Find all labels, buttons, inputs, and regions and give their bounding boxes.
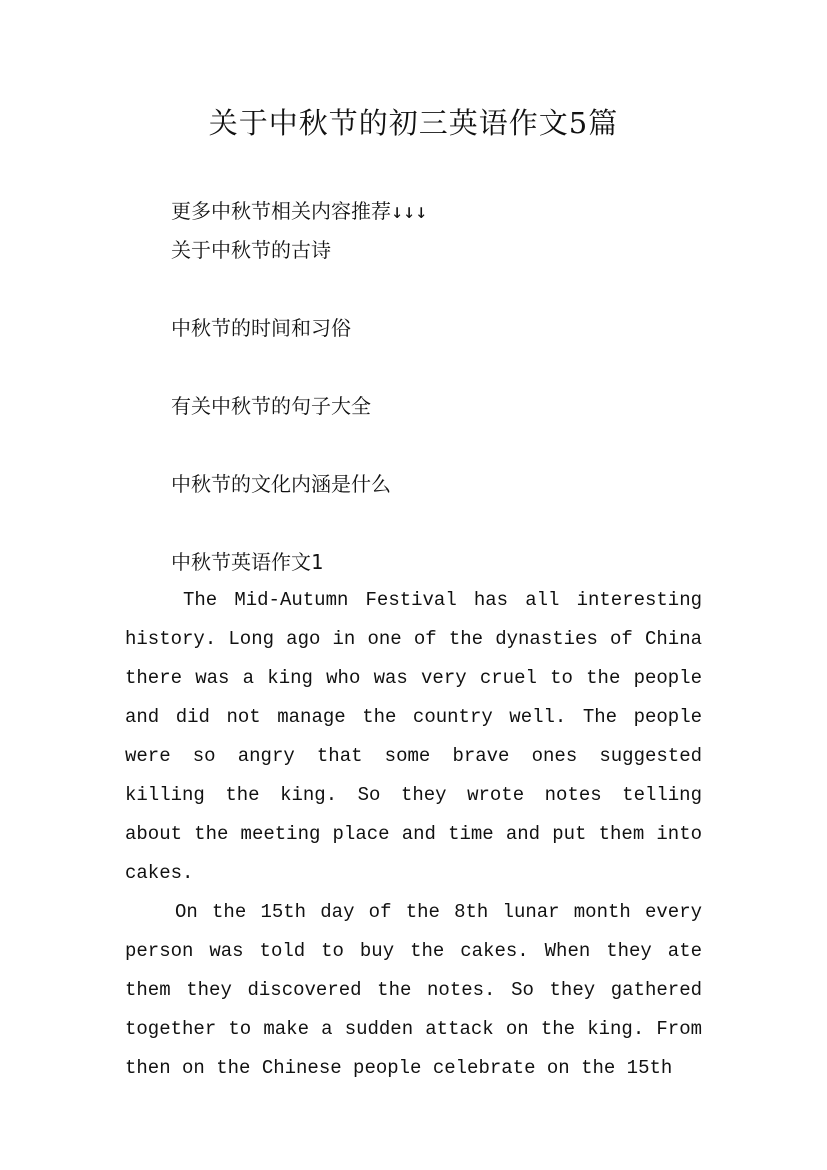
related-link-time-and-customs[interactable]: 中秋节的时间和习俗: [171, 316, 351, 340]
essay-body: [125, 581, 702, 1088]
recommend-section: [171, 192, 731, 504]
essay-paragraph: The Mid-Autumn Festival has all interesting history. Long ago in one of the dynasties of China there was a king who was very cruel to the people and did not manage the country well. The people were so angry that some brave ones suggested killing the king. So they wrote notes telling about the meeting place and time and put them into cakes.: [125, 589, 702, 884]
spacer: [171, 426, 731, 465]
essay-heading: 中秋节英语作文1: [171, 550, 324, 574]
document-title: 关于中秋节的初三英语作文5篇: [208, 106, 619, 140]
related-link-ancient-poems[interactable]: 关于中秋节的古诗: [171, 238, 331, 262]
recommend-heading: 更多中秋节相关内容推荐↓↓↓: [171, 199, 428, 223]
spacer: [171, 348, 731, 387]
related-link-cultural-meaning[interactable]: 中秋节的文化内涵是什么: [171, 472, 391, 496]
essay-paragraph: On the 15th day of the 8th lunar month every person was told to buy the cakes. When they ate them they discovered the notes. So they gathered together to make a sudden attack on the king. From then on the Chinese people celebrate on the 15th: [125, 901, 702, 1079]
spacer: [171, 270, 731, 309]
related-link-sentences[interactable]: 有关中秋节的句子大全: [171, 394, 371, 418]
